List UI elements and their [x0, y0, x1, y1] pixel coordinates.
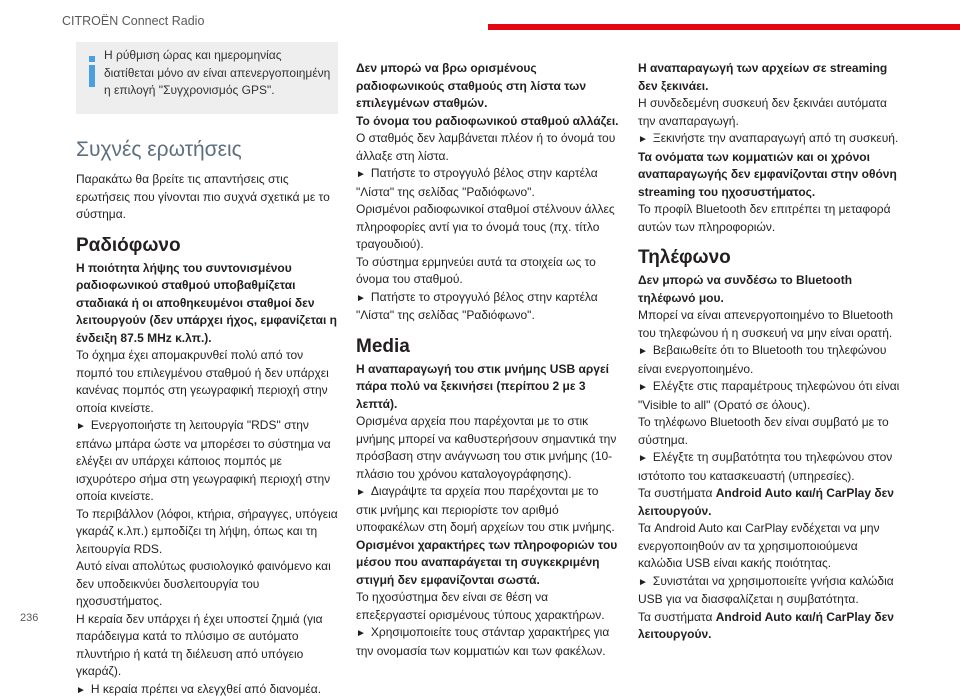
- answer-step: ► Βεβαιωθείτε ότι το Bluetooth του τηλεφώνου είναι ενεργοποιημένο.: [638, 342, 900, 378]
- faq-intro: Παρακάτω θα βρείτε τις απαντήσεις στις ερωτήσεις που γίνονται πιο συχνά σχετικά με το σύστημα.: [76, 171, 338, 224]
- answer-step: ► Χρησιμοποιείτε τους στάνταρ χαρακτήρες για την ονομασία των κομματιών και των φακέλων.: [356, 624, 621, 660]
- answer-text: Το τηλέφωνο Bluetooth δεν είναι συμβατό με το σύστημα.: [638, 414, 900, 449]
- arrow-icon: ►: [356, 628, 366, 639]
- question-track-names: Τα ονόματα των κομματιών και οι χρόνοι αναπαραγωγής δεν εμφανίζονται στην οθόνη streaming του ηχοσυστήματος.: [638, 149, 900, 202]
- column-2: [356, 60, 621, 660]
- answer-step: ► Η κεραία πρέπει να ελεγχθεί από διανομέα.: [76, 681, 338, 699]
- faq-heading: Συχνές ερωτήσεις: [76, 137, 338, 163]
- question-bluetooth: Δεν μπορώ να συνδέσω το Bluetooth τηλέφωνό μου.: [638, 272, 900, 307]
- question-station-name: Το όνομα του ραδιοφωνικού σταθμού αλλάζει.: [356, 113, 621, 131]
- answer-text: Η συνδεδεμένη συσκευή δεν ξεκινάει αυτόματα την αναπαραγωγή.: [638, 95, 900, 130]
- arrow-icon: ►: [356, 487, 366, 498]
- question-streaming: Η αναπαραγωγή των αρχείων σε streaming δεν ξεκινάει.: [638, 60, 900, 95]
- media-heading: Media: [356, 335, 621, 359]
- answer-step: ► Διαγράψτε τα αρχεία που παρέχονται με το στικ μνήμης και περιορίστε τον αριθμό υποφακέλων στη δομή αρχείων του στικ μνήμης.: [356, 483, 621, 537]
- question-android-auto-2: Τα συστήματα Android Auto και/ή CarPlay δεν λειτουργούν.: [638, 609, 900, 644]
- answer-text: Το προφίλ Bluetooth δεν επιτρέπει τη μεταφορά αυτών των πληροφοριών.: [638, 201, 900, 236]
- column-3: [638, 60, 900, 644]
- answer-step: ► Ενεργοποιήστε τη λειτουργία "RDS" στην επάνω μπάρα ώστε να μπορέσει το σύστημα να ελέγξει αν υπάρχει κάποιος πομπός με ισχυρότερο σήμα στη γεωγραφική περιοχή στην οποία κινείστε.: [76, 417, 338, 506]
- question-android-auto: Τα συστήματα Android Auto και/ή CarPlay δεν λειτουργούν.: [638, 485, 900, 520]
- column-1: [76, 137, 338, 699]
- answer-text: Ο σταθμός δεν λαμβάνεται πλέον ή το όνομά του άλλαξε στη λίστα.: [356, 130, 621, 165]
- header-title: CITROËN Connect Radio: [62, 14, 204, 28]
- question-missing-stations: Δεν μπορώ να βρω ορισμένους ραδιοφωνικούς σταθμούς στη λίστα των επιλεγμένων σταθμών.: [356, 60, 621, 113]
- answer-text: Το σύστημα ερμηνεύει αυτά τα στοιχεία ως το όνομα του σταθμού.: [356, 254, 621, 289]
- answer-text: Μπορεί να είναι απενεργοποιημένο το Bluetooth του τηλεφώνου ή η συσκευή να μην είναι ορατή.: [638, 307, 900, 342]
- answer-step: ► Ξεκινήστε την αναπαραγωγή από τη συσκευή.: [638, 130, 900, 149]
- arrow-icon: ►: [356, 293, 366, 304]
- answer-text: Ορισμένα αρχεία που παρέχονται με το στικ μνήμης μπορεί να καθυστερήσουν σημαντικά την πρόσβαση στην ανάγνωση του στικ μνήμης (10-πλάσιο του χρόνου καταλογογράφησης).: [356, 413, 621, 483]
- arrow-icon: ►: [76, 421, 86, 432]
- page-number: 236: [20, 612, 38, 624]
- arrow-icon: ►: [356, 169, 366, 180]
- answer-text: Το όχημα έχει απομακρυνθεί πολύ από τον πομπό του επιλεγμένου σταθμού ή δεν υπάρχει κανένας πομπός στη γεωγραφική περιοχή στην οποία κινείστε.: [76, 347, 338, 417]
- answer-text: Το ηχοσύστημα δεν είναι σε θέση να επεξεργαστεί ορισμένους τύπους χαρακτήρων.: [356, 589, 621, 624]
- question-usb-slow: Η αναπαραγωγή του στικ μνήμης USB αργεί πάρα πολύ να ξεκινήσει (περίπου 2 με 3 λεπτά).: [356, 361, 621, 414]
- answer-text: Το περιβάλλον (λόφοι, κτήρια, σήραγγες, υπόγεια γκαράζ κ.λπ.) εμποδίζει τη λήψη, όπως και τη λειτουργία RDS.: [76, 506, 338, 559]
- answer-step: ► Ελέγξτε τη συμβατότητα του τηλεφώνου στον ιστότοπο του κατασκευαστή (υπηρεσίες).: [638, 449, 900, 485]
- answer-step: ► Πατήστε το στρογγυλό βέλος στην καρτέλα "Λίστα" της σελίδας "Ραδιόφωνο".: [356, 165, 621, 201]
- arrow-icon: ►: [638, 453, 648, 464]
- arrow-icon: ►: [638, 134, 648, 145]
- phone-heading: Τηλέφωνο: [638, 246, 900, 270]
- arrow-icon: ►: [638, 577, 648, 588]
- question-characters: Ορισμένοι χαρακτήρες των πληροφοριών του μέσου που αναπαράγεται τη συγκεκριμένη στιγμή δεν εμφανίζονται σωστά.: [356, 537, 621, 590]
- arrow-icon: ►: [638, 346, 648, 357]
- answer-step: ► Πατήστε το στρογγυλό βέλος στην καρτέλα "Λίστα" της σελίδας "Ραδιόφωνο".: [356, 289, 621, 325]
- info-note: [76, 42, 338, 114]
- answer-text: Τα Android Auto και CarPlay ενδέχεται να μην ενεργοποιηθούν αν τα χρησιμοποιούμενα καλώδια USB είναι κακής ποιότητας.: [638, 520, 900, 573]
- answer-text: Αυτό είναι απολύτως φυσιολογικό φαινόμενο και δεν υποδεικνύει δυσλειτουργία του ηχοσυστήματος.: [76, 558, 338, 611]
- answer-step: ► Ελέγξτε στις παραμέτρους τηλεφώνου ότι είναι "Visible to all" (Ορατό σε όλους).: [638, 378, 900, 414]
- header-accent-bar: [488, 24, 960, 30]
- answer-text: Η κεραία δεν υπάρχει ή έχει υποστεί ζημιά (για παράδειγμα κατά το πλύσιμο σε αυτόματο πλυντήριο ή κατά τη διέλευση από υπόγειο γκαράζ).: [76, 611, 338, 681]
- answer-step: ► Συνιστάται να χρησιμοποιείτε γνήσια καλώδια USB για να διασφαλίζεται η συμβατότητα.: [638, 573, 900, 609]
- radio-heading: Ραδιόφωνο: [76, 234, 338, 258]
- answer-text: Ορισμένοι ραδιοφωνικοί σταθμοί στέλνουν άλλες πληροφορίες αντί για το όνομά τους (πχ. τίτλο τραγουδιού).: [356, 201, 621, 254]
- arrow-icon: ►: [638, 382, 648, 393]
- info-text: Η ρύθμιση ώρας και ημερομηνίας διατίθεται μόνο αν είναι απενεργοποιημένη η επιλογή "Συγχρονισμός GPS".: [104, 47, 334, 100]
- info-icon: [88, 56, 96, 87]
- arrow-icon: ►: [76, 685, 86, 696]
- question-radio-reception: Η ποιότητα λήψης του συντονισμένου ραδιοφωνικού σταθμού υποβαθμίζεται σταδιακά ή οι αποθηκευμένοι σταθμοί δεν λειτουργούν (δεν υπάρχει ήχος, εμφανίζεται η ένδειξη 87.5 MHz κ.λπ.).: [76, 260, 338, 348]
